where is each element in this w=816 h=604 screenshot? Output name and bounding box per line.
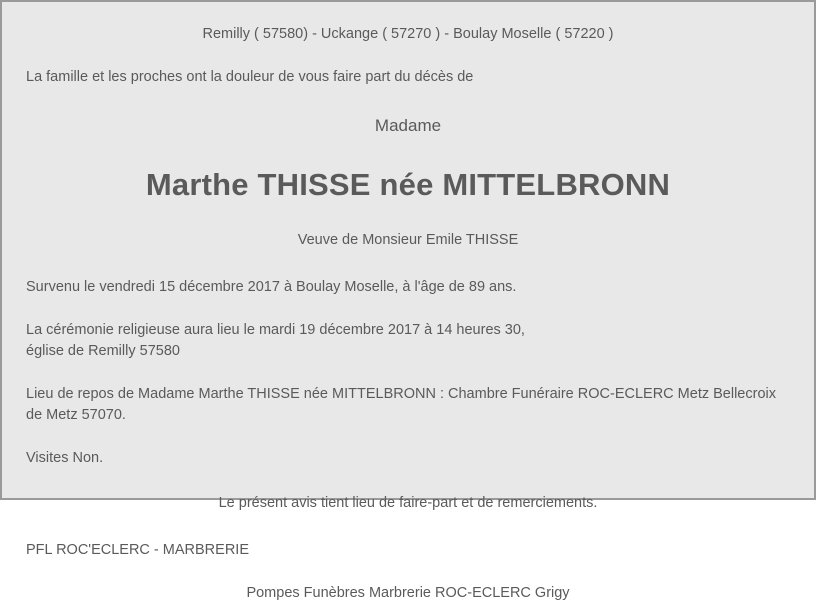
visits-line: Visites Non. [26, 449, 104, 466]
deceased-name: Marthe THISSE née MITTELBRONN [145, 166, 671, 202]
intro-text: La famille et les proches ont la douleur de vous faire part du décès de [26, 69, 474, 86]
closing-statement: Le présent avis tient lieu de faire-part et de remerciements. [218, 494, 598, 511]
spouse-line: Veuve de Monsieur Emile THISSE [297, 231, 519, 248]
footer-line: Pompes Funèbres Marbrerie ROC-ECLERC Grigy [246, 584, 570, 601]
ceremony-line-2: église de Remilly 57580 [26, 342, 180, 359]
repose-details [26, 384, 790, 426]
honorific-title: Madame [374, 116, 442, 136]
agency-line: PFL ROC'ECLERC - MARBRERIE [26, 541, 249, 558]
death-details: Survenu le vendredi 15 décembre 2017 à Boulay Moselle, à l'âge de 89 ans. [26, 278, 517, 295]
repose-line-1: Lieu de repos de Madame Marthe THISSE née MITTELBRONN : Chambre Funéraire ROC-ECLERC Metz Bellecroix [26, 385, 776, 402]
ceremony-details [26, 320, 790, 362]
ceremony-line-1: La cérémonie religieuse aura lieu le mardi 19 décembre 2017 à 14 heures 30, [26, 321, 525, 338]
locations-line: Remilly ( 57580) - Uckange ( 57270 ) - Boulay Moselle ( 57220 ) [202, 26, 614, 42]
repose-line-2: de Metz 57070. [26, 406, 126, 423]
